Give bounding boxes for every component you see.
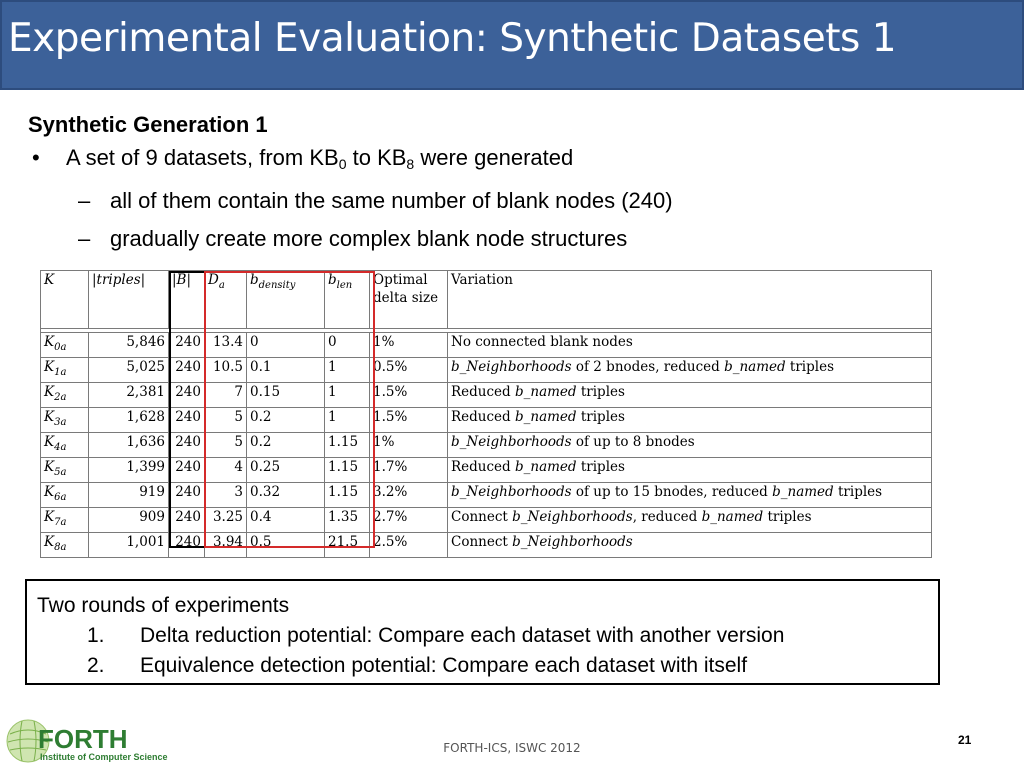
cell-triples: 1,399 [89, 458, 169, 483]
bullet-text-post: were generated [414, 145, 574, 170]
cell-d: 3.25 [205, 508, 247, 533]
col-header-optimal: Optimal delta size [370, 271, 448, 329]
col-header-triples: |triples| [89, 271, 169, 329]
cell-b: 240 [169, 483, 205, 508]
variation-segment: b_named [514, 384, 577, 400]
cell-triples: 2,381 [89, 383, 169, 408]
table-row [41, 383, 932, 408]
variation-segment: b_Neighborhoods [451, 434, 572, 450]
cell-bdensity: 0.5 [247, 533, 325, 558]
cell-d: 7 [205, 383, 247, 408]
cell-triples: 919 [89, 483, 169, 508]
variation-segment: triples [763, 509, 812, 525]
forth-logo [4, 712, 214, 766]
variation-segment: , reduced [632, 509, 702, 525]
cell-blen: 1.15 [325, 458, 370, 483]
cell-k-main: K [44, 359, 55, 375]
variation-segment: of up to 8 bnodes [571, 434, 695, 450]
table-body [41, 271, 932, 558]
cell-k-sub: 6a [54, 492, 67, 503]
variation-segment: Reduced [451, 409, 515, 425]
table-row [41, 483, 932, 508]
table-row [41, 458, 932, 483]
cell-k-main: K [44, 509, 55, 525]
variation-segment: b_Neighborhoods [451, 484, 572, 500]
svg-text:FORTH: FORTH [38, 724, 128, 754]
cell-b: 240 [169, 383, 205, 408]
experiment-text: Delta reduction potential: Compare each dataset with another version [140, 624, 785, 647]
cell-k-sub: 5a [54, 467, 67, 478]
variation-segment: Reduced [451, 384, 515, 400]
cell-optimal: 1.7% [370, 458, 448, 483]
cell-bdensity: 0.25 [247, 458, 325, 483]
variation-segment: Connect [451, 534, 513, 550]
variation-segment: triples [785, 359, 835, 375]
cell-optimal: 3.2% [370, 483, 448, 508]
subbullet-mark: – [78, 226, 91, 251]
cell-b: 240 [169, 533, 205, 558]
cell-blen: 0 [325, 333, 370, 358]
subbullet-mark: – [78, 188, 91, 213]
experiment-number: 2. [87, 654, 105, 677]
cell-k-main: K [44, 409, 55, 425]
table-row [41, 408, 932, 433]
col-header-d [205, 271, 247, 329]
cell-blen: 1 [325, 383, 370, 408]
cell-bdensity: 0.15 [247, 383, 325, 408]
experiments-box [25, 579, 940, 685]
cell-k-sub: 2a [54, 392, 67, 403]
cell-blen: 21.5 [325, 533, 370, 558]
cell-blen: 1.15 [325, 483, 370, 508]
cell-b: 240 [169, 333, 205, 358]
cell-variation [448, 333, 932, 358]
cell-k [41, 533, 89, 558]
cell-d: 5 [205, 433, 247, 458]
variation-segment: b_named [514, 459, 577, 475]
cell-variation [448, 408, 932, 433]
cell-k-sub: 7a [54, 517, 67, 528]
cell-k [41, 383, 89, 408]
variation-segment: b_Neighborhoods [451, 359, 572, 375]
slide-content [28, 110, 988, 258]
cell-bdensity: 0.4 [247, 508, 325, 533]
col-header-d-sub: a [218, 280, 225, 291]
dataset-table-wrapper [40, 270, 932, 553]
col-header-blen-main: b [328, 272, 337, 288]
cell-k-main: K [44, 534, 55, 550]
col-header-k: K [41, 271, 89, 329]
section-heading: Synthetic Generation 1 [28, 112, 268, 137]
cell-blen: 1.35 [325, 508, 370, 533]
cell-d: 13.4 [205, 333, 247, 358]
cell-variation [448, 508, 932, 533]
variation-segment: triples [576, 384, 625, 400]
cell-optimal: 1.5% [370, 408, 448, 433]
bullet-sub-start: 0 [338, 156, 347, 172]
cell-k-main: K [44, 459, 55, 475]
subbullet-text: all of them contain the same number of blank nodes (240) [110, 188, 673, 213]
cell-blen: 1.15 [325, 433, 370, 458]
experiment-item [37, 651, 938, 681]
cell-variation [448, 533, 932, 558]
table-row [41, 358, 932, 383]
cell-triples: 1,636 [89, 433, 169, 458]
col-header-bdensity [247, 271, 325, 329]
cell-variation [448, 458, 932, 483]
variation-segment: of 2 bnodes, reduced [571, 359, 725, 375]
table-row [41, 508, 932, 533]
variation-segment: Reduced [451, 459, 515, 475]
subbullet-text: gradually create more complex blank node structures [110, 226, 628, 251]
cell-k-sub: 0a [54, 342, 67, 353]
variation-segment: triples [833, 484, 883, 500]
cell-optimal: 2.5% [370, 533, 448, 558]
cell-d: 3.94 [205, 533, 247, 558]
cell-k [41, 408, 89, 433]
cell-k-main: K [44, 434, 55, 450]
cell-variation [448, 358, 932, 383]
table-header-row [41, 271, 932, 329]
dataset-table [40, 270, 932, 558]
cell-b: 240 [169, 408, 205, 433]
bullet-sub-end: 8 [406, 156, 415, 172]
variation-segment: b_named [514, 409, 577, 425]
table-row [41, 533, 932, 558]
cell-optimal: 1.5% [370, 383, 448, 408]
slide-title: Experimental Evaluation: Synthetic Datasets 1 [8, 16, 897, 61]
col-header-bdensity-sub: density [258, 280, 296, 291]
cell-triples: 1,628 [89, 408, 169, 433]
cell-triples: 5,846 [89, 333, 169, 358]
bullet-text-mid: to KB [346, 145, 407, 170]
cell-k-sub: 8a [54, 542, 67, 553]
cell-triples: 5,025 [89, 358, 169, 383]
cell-b: 240 [169, 458, 205, 483]
cell-b: 240 [169, 433, 205, 458]
cell-triples: 909 [89, 508, 169, 533]
cell-optimal: 2.7% [370, 508, 448, 533]
page-number: 21 [958, 733, 972, 747]
table-row [41, 333, 932, 358]
subbullet-item [28, 220, 988, 258]
cell-k [41, 483, 89, 508]
cell-optimal: 1% [370, 333, 448, 358]
cell-optimal: 0.5% [370, 358, 448, 383]
footer-text: FORTH-ICS, ISWC 2012 [443, 741, 581, 755]
bullet-datasets [28, 140, 988, 182]
variation-segment: b_Neighborhoods [512, 534, 633, 550]
cell-triples: 1,001 [89, 533, 169, 558]
cell-bdensity: 0.2 [247, 408, 325, 433]
variation-segment: b_named [701, 509, 764, 525]
variation-segment: b_named [724, 359, 786, 375]
variation-segment: triples [576, 459, 625, 475]
cell-b: 240 [169, 358, 205, 383]
cell-k-sub: 4a [54, 442, 67, 453]
cell-optimal: 1% [370, 433, 448, 458]
cell-k [41, 458, 89, 483]
cell-k [41, 433, 89, 458]
col-header-blen [325, 271, 370, 329]
variation-segment: b_Neighborhoods [512, 509, 633, 525]
experiments-title: Two rounds of experiments [37, 594, 290, 617]
col-header-d-main: D [208, 272, 219, 288]
experiment-text: Equivalence detection potential: Compare each dataset with itself [140, 654, 748, 677]
cell-variation [448, 433, 932, 458]
variation-segment: Connect [451, 509, 513, 525]
cell-k [41, 333, 89, 358]
cell-bdensity: 0.1 [247, 358, 325, 383]
cell-d: 10.5 [205, 358, 247, 383]
variation-segment: of up to 15 bnodes, reduced [571, 484, 773, 500]
variation-segment: b_named [772, 484, 834, 500]
cell-k-main: K [44, 334, 55, 350]
cell-variation [448, 483, 932, 508]
col-header-b: |B| [169, 271, 205, 329]
cell-blen: 1 [325, 408, 370, 433]
variation-segment: No connected blank nodes [451, 334, 633, 350]
subbullet-item [28, 182, 988, 220]
table-row [41, 433, 932, 458]
cell-bdensity: 0 [247, 333, 325, 358]
forth-logo-graphic [4, 712, 214, 766]
svg-text:Institute of Computer Science: Institute of Computer Science [40, 752, 168, 762]
experiment-number: 1. [87, 624, 105, 647]
bullet-text-pre: A set of 9 datasets, from KB [66, 145, 339, 170]
cell-bdensity: 0.32 [247, 483, 325, 508]
cell-k-sub: 1a [54, 367, 67, 378]
experiment-item [37, 621, 938, 651]
variation-segment: triples [576, 409, 625, 425]
cell-d: 5 [205, 408, 247, 433]
title-bar [0, 0, 1024, 90]
cell-k [41, 508, 89, 533]
col-header-variation: Variation [448, 271, 932, 329]
cell-d: 3 [205, 483, 247, 508]
cell-variation [448, 383, 932, 408]
col-header-blen-sub: len [336, 280, 353, 291]
cell-blen: 1 [325, 358, 370, 383]
cell-k-main: K [44, 484, 55, 500]
cell-b: 240 [169, 508, 205, 533]
cell-k [41, 358, 89, 383]
cell-d: 4 [205, 458, 247, 483]
bullet-mark: • [32, 145, 40, 170]
cell-bdensity: 0.2 [247, 433, 325, 458]
cell-k-sub: 3a [54, 417, 67, 428]
cell-k-main: K [44, 384, 55, 400]
col-header-bdensity-main: b [250, 272, 259, 288]
